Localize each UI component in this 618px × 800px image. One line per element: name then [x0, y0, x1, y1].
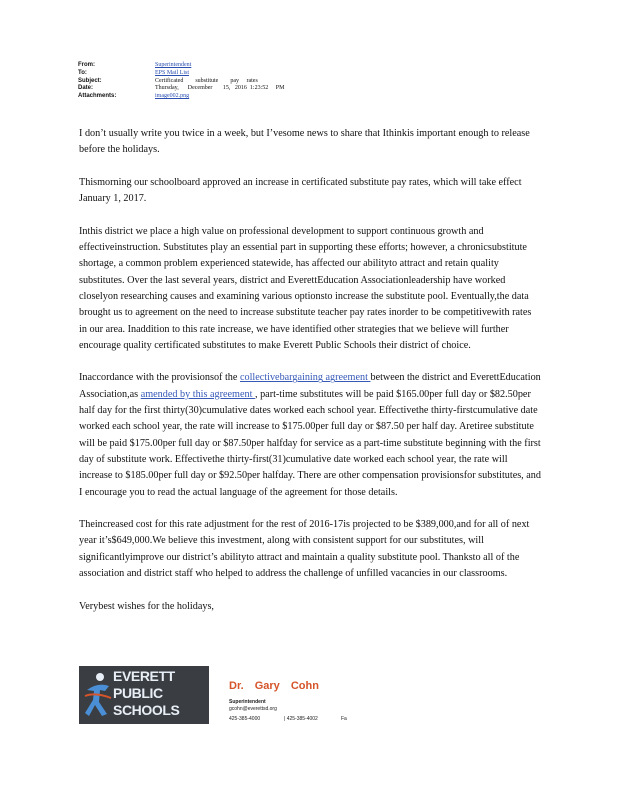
attachment-link[interactable]: image002.png	[155, 93, 190, 100]
paragraph-intro: I don’t usually write you twice in a week, but I’vesome news to share that Ithinkis important enough to release before the holidays.	[79, 128, 530, 156]
logo-line-schools: SCHOOLS	[113, 702, 180, 718]
rates-text-b: between the district and EverettEducation Association,as	[79, 372, 541, 400]
running-figure-icon	[83, 670, 113, 720]
signature-email[interactable]: gcohn@everettsd.org	[229, 706, 277, 712]
paragraph-closing: Verybest wishes for the holidays,	[79, 600, 214, 612]
subject-label: Subject:	[78, 77, 102, 84]
to-value[interactable]: EPS Mail List	[155, 69, 190, 76]
collective-bargaining-link[interactable]: collectivebargaining agreement	[239, 372, 371, 384]
header-row-from	[78, 62, 538, 70]
logo-line-everett: EVERETT	[113, 668, 175, 684]
header-row-to	[78, 70, 538, 78]
date-label: Date:	[78, 85, 94, 92]
date-value: Thursday, December 15, 2016 1:23:52 PM	[155, 85, 285, 92]
signature-title: Superintendent	[229, 699, 266, 705]
logo-line-public: PUBLIC	[113, 685, 163, 701]
rates-text-c: , part-time substitutes will be paid $165.00per full day or $82.50per half day for the first thirty(30)cumulative dates worked each school year. Effectivethe thirty-firstcumulative date worked each school year, the rate will increase to $175.00per full day or $87.50 per half day. Aretiree substitute will be paid $175.00per full day or $87.50per halfday for service as a part-time substitute beginning with the first day of substitute work. Effectivethe thirty-first(31)cumulative date worked each school year, the rate will increase to $185.00per full day or $92.50per halfday. There are other compensation provisionsfor substitutes, and I encourage you to read the actual language of the agreement for those details.	[79, 388, 541, 498]
header-row-attachments	[78, 93, 538, 101]
signature-fax: Fa	[341, 716, 347, 722]
rates-text-a: Inaccordance with the provisionsof the	[79, 372, 240, 384]
email-body	[79, 126, 541, 631]
from-label: From:	[78, 62, 95, 68]
subject-value: Certificated substitute pay rates	[155, 77, 258, 84]
logo-wordmark	[113, 668, 179, 719]
header-row-subject	[78, 78, 538, 86]
paragraph-rates	[79, 370, 541, 500]
paragraph-board-approval: Thismorning our schoolboard approved an increase in certificated substitute pay rates, which will take effect January 1, 2017.	[79, 176, 522, 205]
from-value[interactable]: Superintendent	[155, 62, 192, 68]
signature-phone: 425-385-4000	[229, 716, 261, 722]
attachments-label: Attachments:	[78, 93, 117, 100]
signature-block	[79, 666, 539, 730]
amended-agreement-link[interactable]: amended by this agreement	[140, 388, 255, 400]
email-header	[78, 62, 538, 101]
signature-phone-secondary: | 425-385-4002	[284, 716, 318, 722]
signature-name: Dr. Gary Cohn	[229, 680, 319, 692]
to-label: To:	[78, 69, 87, 76]
everett-public-schools-logo	[79, 666, 209, 724]
paragraph-cost: Theincreased cost for this rate adjustment for the rest of 2016-17is projected to be $389,000,and for all of next year it’s$649,000.We believe this investment, along with consistent support for our substitutes, will significantlyimprove our district’s abilityto attract and maintain a quality substitute pool. Thanksto all of the association and district staff who helped to address the challenge of unfilled vacancies in our classrooms.	[79, 519, 530, 580]
paragraph-district-values: Inthis district we place a high value on professional development to support continuous growth and effectiveinstruction. Substitutes play an essential part in supporting these efforts; however, a chronicsubstitute shortage, a common problem experienced statewide, has affected our abilityto attract and retain quality substitutes. Over the last several years, district and EverettEducation Associationleadership have worked closelyon researching causes and examining various optionsto increase the substitute pool. Eventually,the data brought us to agreement on the need to increase substitute teacher pay rates inorder to be competitivewith rates in our area. Inaddition to this rate increase, we have identified other strategies that we believe will further encourage quality certificated substitutes to make Everett Public Schools their district of choice.	[79, 225, 532, 351]
header-row-date	[78, 85, 538, 93]
